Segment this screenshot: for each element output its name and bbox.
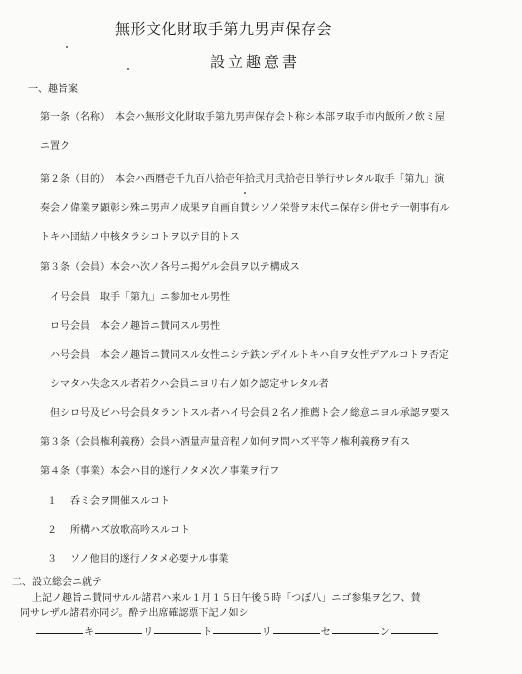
scan-speck <box>244 192 246 194</box>
document-subtitle: 設立趣意書 <box>210 53 301 71</box>
cut-line-char: セ <box>320 627 331 638</box>
cut-line-char: リ <box>261 627 272 638</box>
article-4-item-1-number: １ <box>47 496 57 507</box>
cut-line-dash <box>36 633 83 634</box>
article-1-line-1: 第一条（名称） 本会ハ無形文化財取手第九男声保存会ト称シ本部ヲ取手市内飯所ノ飲ミ屋 <box>40 112 445 123</box>
article-3-item-ro: ロ号会員 本会ノ趣旨ニ賛同スル男性 <box>50 321 220 332</box>
article-3-intro: 第３条（会員）本会ハ次ノ各号ニ掲ゲル会員ヲ以テ構成ス <box>40 262 300 273</box>
section-heading-purpose: 一、趣旨案 <box>28 84 78 95</box>
cut-line-char: キ <box>84 627 95 638</box>
article-4-item-1-text: 呑ミ会ヲ開催スルコト <box>70 496 170 507</box>
article-3b-rights: 第３条（会員権利義務）会員ハ酒量声量音程ノ如何ヲ問ハズ平等ノ権利義務ヲ有ス <box>40 437 410 448</box>
article-4-item-3-number: ３ <box>47 554 57 565</box>
cut-line-dash <box>95 633 142 634</box>
scan-speck <box>127 68 129 70</box>
article-2-line-1: 第２条（目的） 本会ハ西暦壱千九百八拾壱年拾弐月弐拾壱日挙行サレタル取手「第九」演 <box>40 174 445 185</box>
article-3-item-i: イ号会員 取手「第九」ニ参加セル男性 <box>50 292 230 303</box>
cut-line-dash <box>213 633 260 634</box>
meeting-notice-line-1: 上記ノ趣旨ニ賛同サルル諸君ハ来ル１月１５日午後５時「つぼ八」ニゴ参集ヲ乞フ、賛 <box>32 593 421 604</box>
cut-line-char: ト <box>202 627 213 638</box>
cut-line-dash <box>154 633 201 634</box>
cut-line-dash <box>391 633 438 634</box>
article-3-item-ha-cont: シマタハ失念スル者若クハ会員ニヨリ右ノ如ク認定サレタル者 <box>50 379 329 390</box>
document-title: 無形文化財取手第九男声保存会 <box>115 20 333 38</box>
article-4-item-2-text: 所構ハズ放歌高吟スルコト <box>70 525 190 536</box>
article-4-item-3-text: ソノ他目的遂行ノタメ必要ナル事業 <box>70 554 229 565</box>
cut-line-dash <box>273 633 320 634</box>
meeting-notice-line-2: 同サレザル諸君亦同ジ。酔テ出席確認票下記ノ如シ <box>20 608 249 619</box>
article-2-line-3: トキハ団結ノ中核タラシコトヲ以テ目的トス <box>40 232 240 243</box>
article-4-item-2-number: ２ <box>47 525 57 536</box>
cut-line-char: リ <box>143 627 154 638</box>
article-3-proviso: 但シロ号及ビハ号会員タラントスル者ハイ号会員２名ノ推薦ト会ノ総意ニヨル承認ヲ要ス <box>50 408 450 419</box>
cut-line-dash <box>332 633 379 634</box>
article-1-line-2: ニ置ク <box>40 141 70 152</box>
article-2-line-2: 奏会ノ偉業ヲ顕彰シ殊ニ男声ノ成果ヲ自画自賛シソノ栄誉ヲ末代ニ保存シ併セテ一朝事有ル <box>40 203 450 214</box>
section-heading-general-meeting: 二、設立総会ニ就テ <box>12 577 102 588</box>
cut-line-char: ン <box>379 627 390 638</box>
article-4-intro: 第４条（事業）本会ハ目的遂行ノタメ次ノ事業ヲ行フ <box>40 466 280 477</box>
cut-line <box>36 626 438 640</box>
article-3-item-ha: ハ号会員 本会ノ趣旨ニ賛同スル女性ニシテ鉄ンデイルトキハ自ヲ女性デアルコトヲ否定 <box>50 350 449 361</box>
scan-speck <box>66 46 68 48</box>
